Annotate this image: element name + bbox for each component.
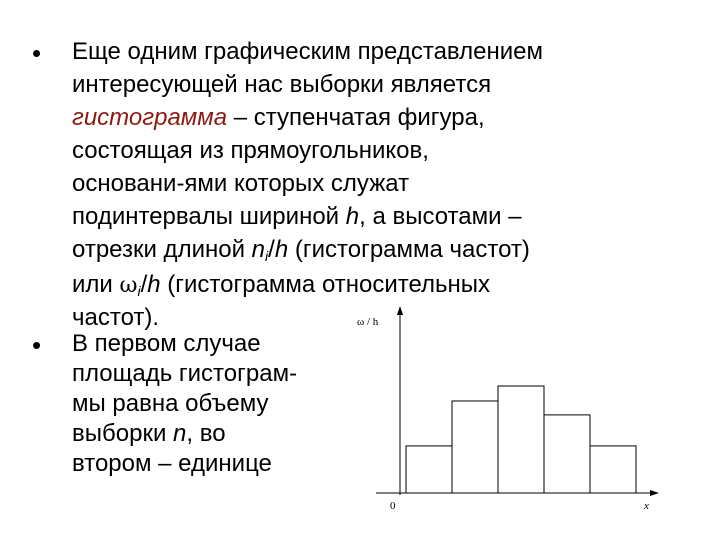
x-axis-arrow-icon (650, 490, 659, 496)
histogram-bar (498, 386, 544, 493)
bullet-2-line-1: В первом случае (72, 330, 261, 357)
line-pre: выборки (72, 420, 174, 447)
histogram-bar (590, 446, 636, 493)
line-3-rest: – ступенчатая фигура, (227, 104, 485, 131)
slash: / (268, 236, 275, 263)
bullet-1-line-3 (72, 104, 485, 132)
line-6-pre: подинтервалы шириной (72, 203, 346, 230)
line-7-post: (гистограмма частот) (288, 236, 530, 263)
var-omega: ω (119, 273, 138, 298)
bullet-1-line-5: основани-ями которых служат (72, 170, 410, 197)
x-axis-label: x (644, 500, 649, 512)
origin-label: 0 (390, 500, 396, 512)
bullet-1-line-7 (72, 236, 530, 270)
bullet-1-line-4: состоящая из прямоугольников, (72, 137, 429, 164)
bullet-2-line-4 (72, 420, 226, 448)
line-8-pre: или (72, 271, 120, 298)
bullet-1-marker: • (32, 38, 42, 68)
var-n: n (251, 236, 266, 263)
bullet-2-line-5: втором – единице (72, 450, 272, 477)
line-6-post: , а высотами – (359, 203, 522, 230)
slash: / (140, 271, 148, 298)
bullet-1-line-2: интересующей нас выборки является (72, 71, 492, 98)
y-axis-label: ω / h (357, 316, 379, 328)
bullet-2-line-2: площадь гистограм- (72, 360, 298, 387)
term-histogram: гистограмма (72, 104, 228, 131)
histogram-bar (406, 446, 452, 493)
histogram-bar (452, 401, 498, 493)
var-h: h (147, 271, 161, 298)
histogram-figure (350, 300, 670, 520)
var-h: h (274, 236, 289, 263)
line-post: , во (186, 420, 226, 447)
bullet-1-line-1: Еще одним графическим представлением (72, 38, 543, 65)
var-n: n (173, 420, 187, 447)
var-i-subscript: i (265, 248, 269, 264)
line-7-pre: отрезки длиной (72, 236, 252, 263)
bullet-2-line-3: мы равна объему (72, 390, 269, 417)
y-axis-arrow-icon (397, 306, 403, 315)
bullet-1-line-9: частот). (72, 304, 160, 331)
histogram-bars (406, 386, 636, 493)
histogram-bar (544, 415, 590, 493)
var-i-subscript: i (137, 283, 141, 299)
var-h: h (345, 203, 360, 230)
line-8-post: (гистограмма относительных (160, 271, 491, 298)
bullet-1-line-6 (72, 203, 522, 231)
bullet-2-marker: • (32, 330, 42, 360)
